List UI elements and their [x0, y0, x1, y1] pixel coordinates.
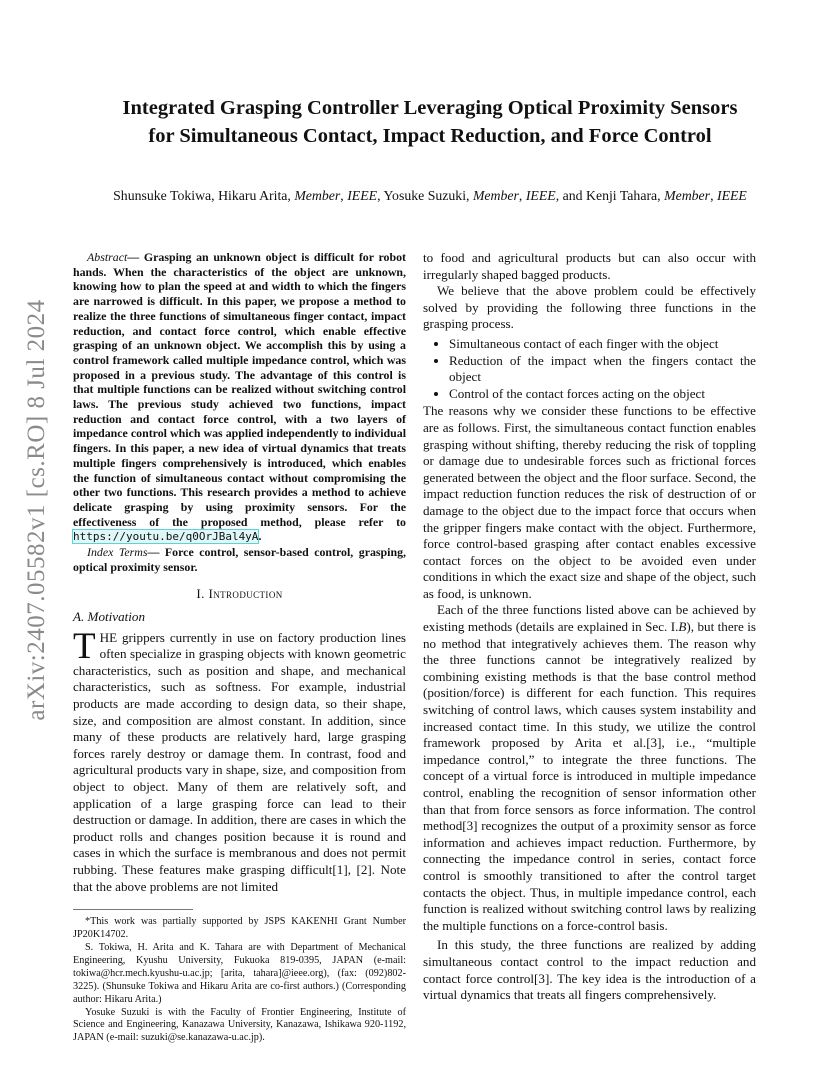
index-terms-text: Force control, sensor-based control, grasping, optical proximity sensor.	[73, 545, 406, 574]
intro-paragraph	[73, 625, 406, 896]
index-terms-label: Index Terms	[87, 545, 148, 560]
paragraph-text: ), but there is no method that integratively achieves them. The reason why the three functions cannot be integratively realized by combining existing methods is that the base control method (position/force) is different for each function. This requires switching of control laws, which causes system instability and increased contact time. In this study, we utilize the control framework proposed by Arita et al.[3], i.e., “multiple impedance control,” to integrate the three functions. The concept of a virtual force is introduced in multiple impedance control, enabling the recognition of sensor information other than that from force sensors as force information. The control method[3] recognizes the output of a proximity sensor as force information and achieves impact reduction. Furthermore, by connecting the impedance control in series, contact force control is smoothly transitioned to after the control target contacts the object. Thus, in multiple impedance control, each function is realized without switching control laws by realizing the multiple functions on a force-control basis.	[423, 619, 756, 933]
intro-paragraph-text: HE grippers currently in use on factory production lines often specialize in grasping objects with known geometric characteristics, such as position and shape, and mechanical characteristics, such as softness. For example, industrial products are made according to design data, so their shape, size, and composition are almost constant. In addition, since many of these products are relatively hard, large grasping forces rarely destroy or damage them. In contrast, food and agricultural products vary in shape, size, and composition from object to object. Many of them are relatively soft, and application of a large grasping force can lead to their destruction or damage. In addition, there are cases in which the product rolls and changes position because it is round and cases in which the surface is membranous and does not permit rubbing. These features make grasping difficult[1], [2]. Note that the above problems are not limited	[73, 629, 406, 894]
author-member: Member	[472, 188, 519, 203]
abstract-text: Grasping an unknown object is difficult for robot hands. When the characteristics of the object are unknown, knowing how to plan the speed at and width to which the fingers are narrowed is difficult. In this paper, we propose a method to realize the three functions of simultaneous finger contact, impact reduction, and contact force control, which enable effective grasping of an unknown object. We accomplish this by using a control framework called multiple impedance control, which was proposed in a previous study. The advantage of this control is that multiple functions can be realized without switching control laws. The previous study achieved two functions, impact reduction and contact force control, with a two layers of impedance control which was applied independently to individual fingers. In this paper, a new idea of virtual dynamics that treats multiple fingers comprehensively is introduced, which enables the function of simultaneous contact without compromising the other two functions. This research provides a method to achieve delicate grasping by using proximity sensors. For the effectiveness of the proposed method, please refer to	[73, 250, 406, 529]
author-ieee: IEEE	[525, 188, 556, 203]
author-text: ,	[340, 188, 348, 203]
title-line-1: Integrated Grasping Controller Leveraging Optical Proximity Sensors	[122, 97, 738, 119]
index-terms-dash: —	[147, 545, 165, 560]
author-list	[60, 187, 800, 205]
arxiv-identifier: arXiv:2407.05582v1 [cs.RO] 8 Jul 2024	[23, 299, 50, 721]
abstract-end: .	[258, 529, 262, 544]
author-text: , Yosuke Suzuki,	[377, 188, 473, 203]
arxiv-sidebar	[22, 300, 52, 720]
index-terms	[73, 545, 406, 574]
subsection-heading-motivation	[73, 609, 406, 626]
paragraph-functions-intro: We believe that the above problem could be effectively solved by providing the following three functions in the grasping process.	[423, 283, 756, 332]
footnote-affiliation-2: Yosuke Suzuki is with the Faculty of Frontier Engineering, Institute of Science and Engineering, Kanazawa University, Kanazawa, Ishikawa 920-1192, JAPAN (e-mail: suzuki@se.kanazawa-u.ac.jp).	[73, 1006, 406, 1044]
list-item: • Simultaneous contact of each finger with the object	[449, 336, 756, 353]
author-text: ,	[710, 188, 717, 203]
paragraph-this-study: In this study, the three functions are realized by adding simultaneous contact control to the impact reduction and contact force control[3]. The key idea is the introduction of a virtual dynamics that treats all fingers comprehensively.	[423, 937, 756, 1003]
footnote-affiliation-1: S. Tokiwa, H. Arita and K. Tahara are with Department of Mechanical Engineering, Kyushu University, Fukuoka 819-0395, JAPAN (e-mail: tokiwa@hcr.mech.kyushu-u.ac.jp; [arita, tahara]@ieee.org), (fax: (092)802-3225). (Shunsuke Tokiwa and Hikaru Arita are co-first authors.) (Corresponding author: Hikaru Arita.)	[73, 941, 406, 1005]
left-column	[73, 250, 406, 1045]
functions-list	[423, 336, 756, 402]
footnote-funding: *This work was partially supported by JSPS KAKENHI Grant Number JP20K14702.	[73, 916, 406, 941]
author-ieee: IEEE	[716, 188, 747, 203]
abstract-dash: —	[127, 250, 144, 264]
drop-cap: T	[73, 625, 96, 667]
right-column	[423, 250, 756, 1004]
title-line-2: for Simultaneous Contact, Impact Reduction, and Force Control	[148, 125, 712, 147]
paragraph-existing-methods	[423, 602, 756, 934]
author-ieee: IEEE	[347, 188, 378, 203]
paragraph-reasons: The reasons why we consider these functions to be effective are as follows. First, the simultaneous contact function enables grasping without shifting, thereby reducing the risk of toppling or damage due to undesirable forces such as frictional forces generated between the object and the floor surface. Second, the impact reduction function reduces the risk of destruction of or damage to the object due to the impact force that occurs when the gripper fingers make contact with the object. Furthermore, force control-based grasping after contact enables excessive contact forces on the object to be avoided even under conditions in which the exact size and shape of the object, such as food, is unknown.	[423, 403, 756, 601]
paper-title	[60, 94, 800, 150]
paragraph-continuation: to food and agricultural products but can also occur with irregularly shaped bagged products.	[423, 250, 756, 282]
author-text: , and Kenji Tahara,	[555, 188, 665, 203]
paragraph-text: Each of the three functions listed above can be achieved by existing methods (details are explained in Sec. I.	[423, 602, 756, 635]
author-text: Shunsuke Tokiwa, Hikaru Arita,	[113, 188, 295, 203]
abstract	[73, 250, 406, 545]
section-ref: B	[678, 619, 687, 635]
footnotes	[73, 916, 406, 1045]
abstract-label: Abstract	[87, 250, 128, 264]
section-heading-introduction: I. Introduction	[196, 586, 283, 602]
author-member: Member	[294, 188, 341, 203]
list-item: • Control of the contact forces acting on the object	[449, 386, 756, 403]
footnote-divider	[73, 909, 193, 910]
video-link[interactable]: https://youtu.be/q0OrJBal4yA	[73, 530, 259, 544]
list-item: • Reduction of the impact when the fingers contact the object	[449, 353, 756, 386]
subsection-title: A. Motivation	[73, 609, 146, 625]
author-text: ,	[518, 188, 526, 203]
author-member: Member	[664, 188, 711, 203]
